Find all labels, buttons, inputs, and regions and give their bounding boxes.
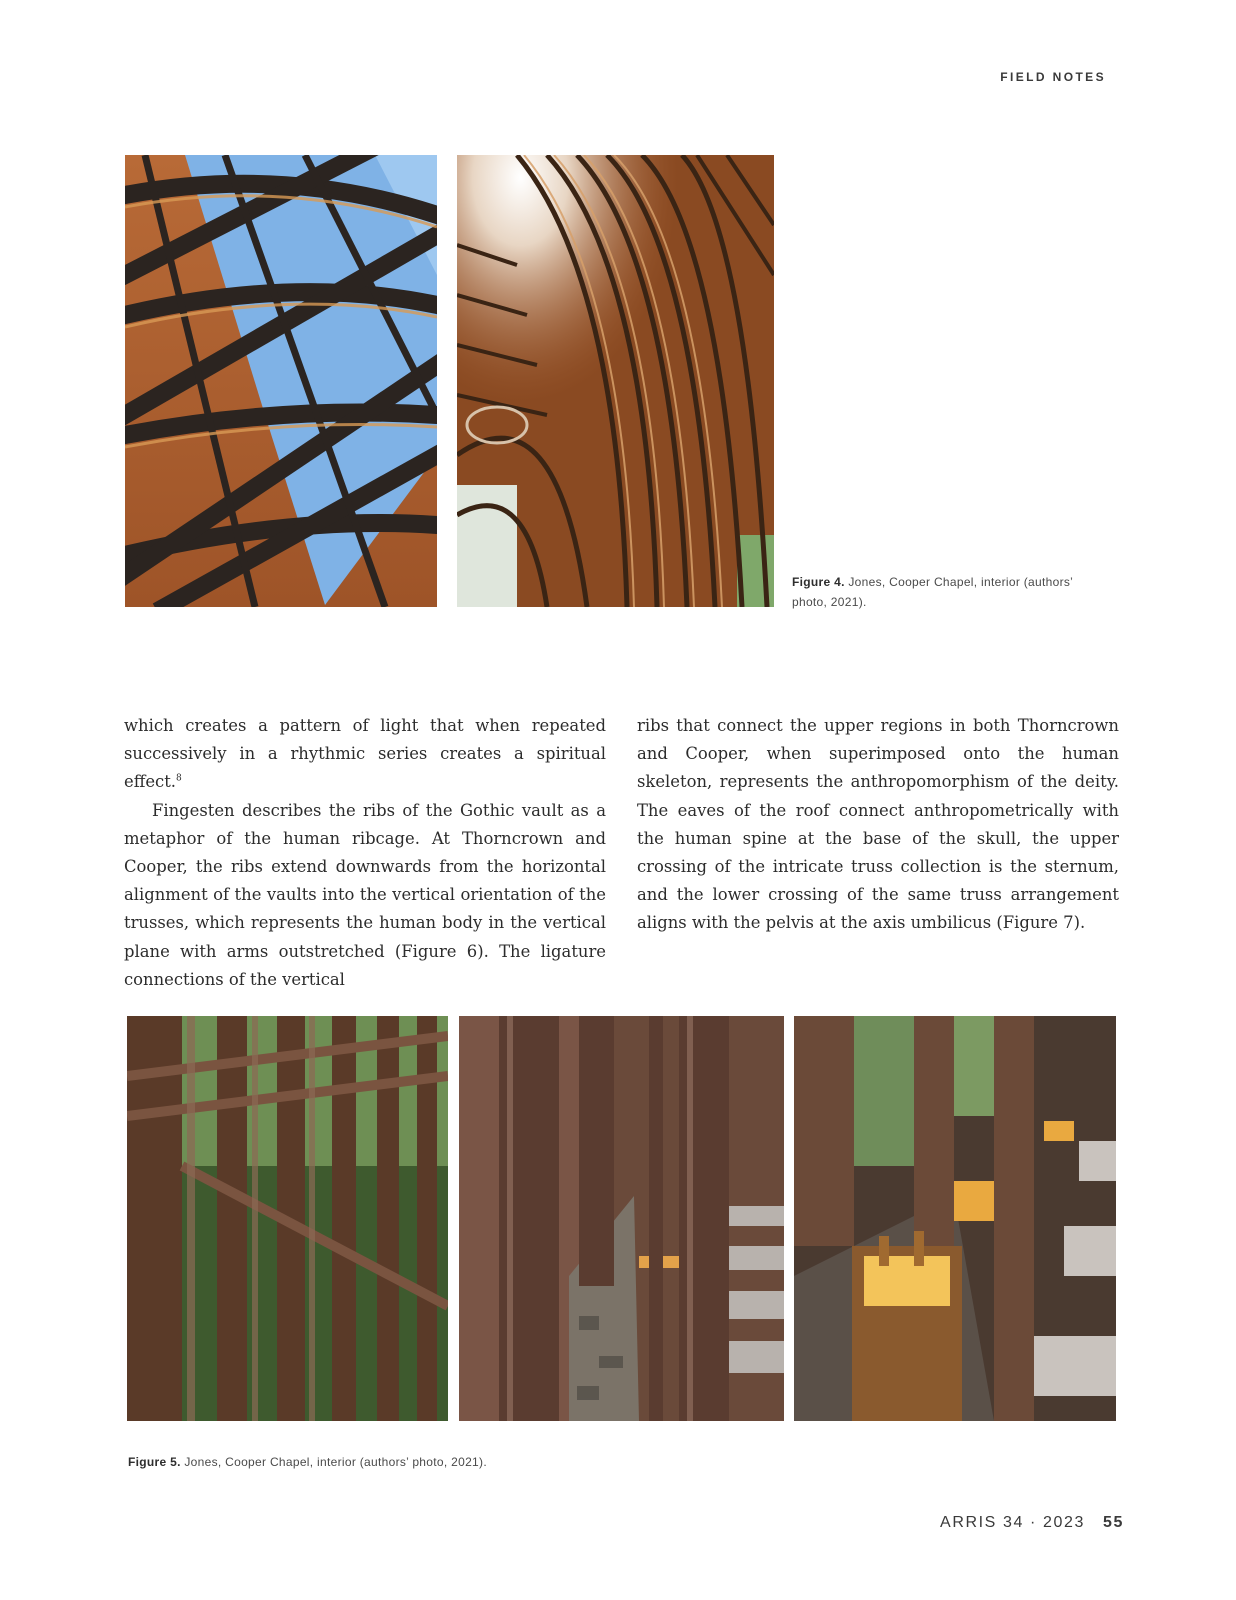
page-number: 55 (1103, 1514, 1124, 1531)
body-column-right (637, 712, 1119, 938)
body-column-left (124, 712, 606, 994)
footnote-ref: 8 (176, 773, 182, 784)
paragraph: ribs that connect the upper regions in both Thorncrown and Cooper, when superimposed onto the human skeleton, represents the anthropomorphism of the deity. The eaves of the roof connect anthropometrically with the human spine at the base of the skull, the upper crossing of the intricate truss collection is the sternum, and the lower crossing of the same truss arrangement aligns with the pelvis at the axis umbilicus (Figure 7). (637, 716, 1119, 933)
figure-4-photo-curved-ribs (457, 155, 774, 607)
figure-4-photo-roof-trusses (125, 155, 437, 607)
journal-issue: ARRIS 34 · 2023 (940, 1514, 1085, 1531)
figure-4-label: Figure 4. (792, 575, 845, 589)
figure-4-text: Jones, Cooper Chapel, interior (authors’ photo, 2021). (792, 575, 1073, 609)
figure-5-photo-aisle-pews (459, 1016, 784, 1421)
running-head: FIELD NOTES (1000, 70, 1106, 84)
figure-5-text: Jones, Cooper Chapel, interior (authors’ photo, 2021). (184, 1455, 487, 1469)
figure-5-photo-vertical-trusses (127, 1016, 448, 1421)
figure-5-photo-lanterns (794, 1016, 1116, 1421)
paragraph-text: which creates a pattern of light that when repeated successively in a rhythmic series creates a spiritual effect. (124, 716, 606, 792)
page-footer (940, 1514, 1124, 1532)
paragraph (124, 712, 606, 797)
figure-5-caption (128, 1452, 828, 1472)
paragraph: Fingesten describes the ribs of the Gothic vault as a metaphor of the human ribcage. At Thorncrown and Cooper, the ribs extend downwards from the horizontal alignment of the vaults into the vertical orientation of the trusses, which represents the human body in the vertical plane with arms outstretched (Figure 6). The ligature connections of the vertical (124, 800, 606, 989)
figure-4-caption (792, 572, 1092, 612)
figure-5-label: Figure 5. (128, 1455, 181, 1469)
